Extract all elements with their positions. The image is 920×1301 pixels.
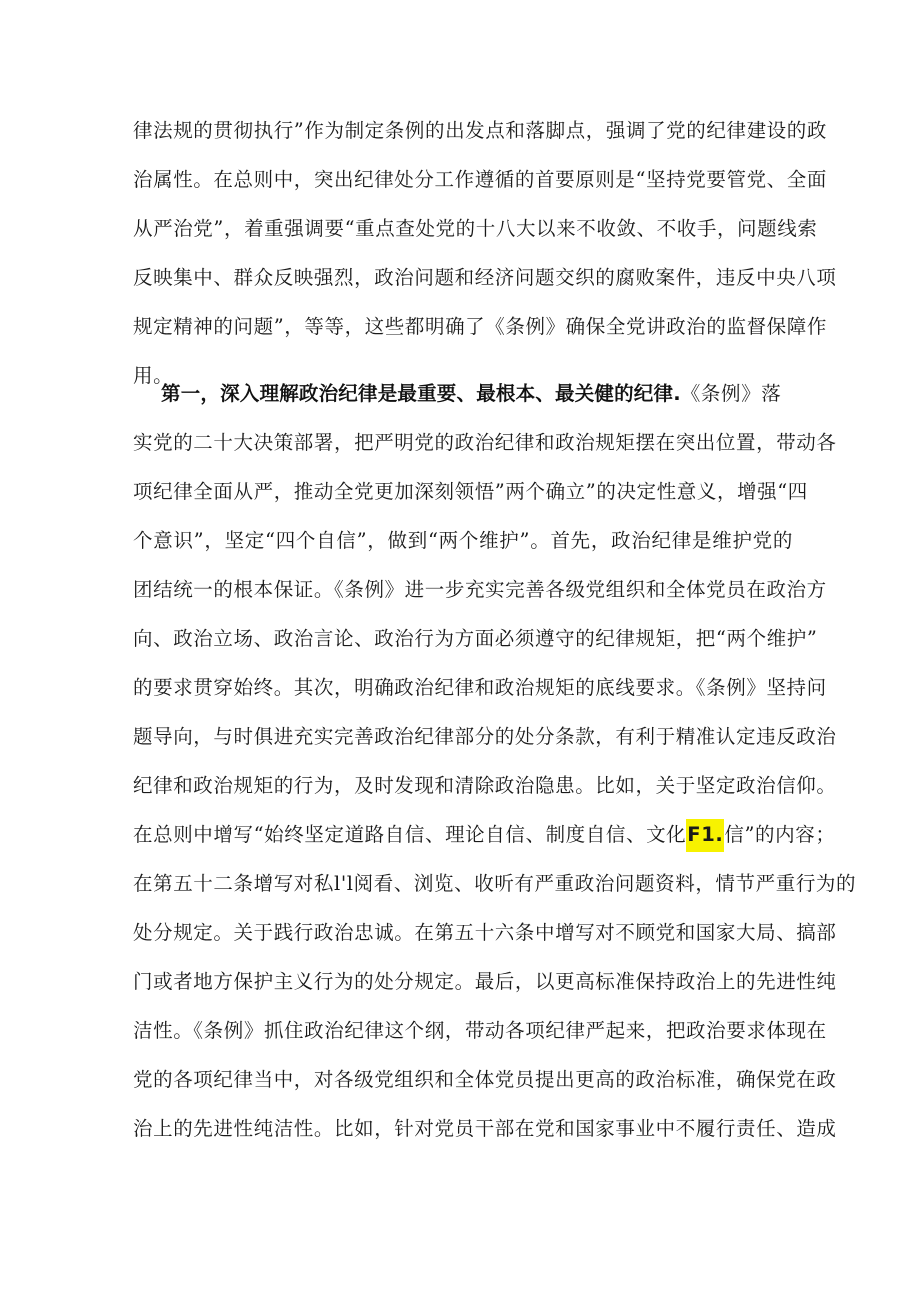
text-line: 题导向，与时俱进充实完善政治纪律部分的处分条款，有利于精准认定违反政治 xyxy=(133,725,837,748)
text-line: 个意识”，坚定“四个自信”，做到“两个维护”。首先，政治纪律是维护党的 xyxy=(133,529,793,552)
paragraph-lead-heading: 第一，深入理解政治纪律是最重要、最根本、最关健的纪律. xyxy=(161,382,681,405)
text-line: 律法规的贯彻执行”作为制定条例的出发点和落脚点，强调了党的纪律建设的政 xyxy=(133,119,827,142)
text-line: 反映集中、群众反映强烈，政治问题和经济问题交织的腐败案件，违反中央八项 xyxy=(133,266,837,289)
line-text-after: 信”的内容； xyxy=(724,823,836,846)
text-line: 的要求贯穿始终。其次，明确政治纪律和政治规矩的底线要求。《条例》坚持问 xyxy=(133,676,827,699)
text-line: 纪律和政治规矩的行为，及时发现和清除政治隐患。比如，关于坚定政治信仰。 xyxy=(133,774,837,797)
first-line xyxy=(161,374,781,414)
text-line: 治属性。在总则中，突出纪律处分工作遵循的首要原则是“坚持党要管党、全面 xyxy=(133,168,827,191)
text-line: 处分规定。关于践行政治忠诚。在第五十六条中增写对不顾党和国家大局、搞部 xyxy=(133,921,837,944)
text-line: 从严治党”，着重强调要“重点查处党的十八大以来不收敛、不收手，问题线索 xyxy=(133,217,818,240)
text-line: 治上的先进性纯洁性。比如，针对党员干部在党和国家事业中不履行责任、造成 xyxy=(133,1117,837,1140)
line-text-before: 在总则中增写“始终坚定道路自信、理论自信、制度自信、文化 xyxy=(133,823,687,846)
text-line: 党的各项纪律当中，对各级党组织和全体党员提出更高的政治标准，确保党在政 xyxy=(133,1068,837,1091)
text-line: 门或者地方保护主义行为的处分规定。最后，以更高标准保持政治上的先进性纯 xyxy=(133,970,837,993)
text-line: 团结统一的根本保证。《条例》进一步充实完善各级党组织和全体党员在政治方 xyxy=(133,578,827,601)
first-line-rest: 《条例》落 xyxy=(680,382,782,405)
text-line: 向、政治立场、政治言论、政治行为方面必须遵守的纪律规矩，把“两个维护” xyxy=(133,627,818,650)
highlighted-text-line xyxy=(133,815,835,855)
text-line: 洁性。《条例》抓住政治纪律这个纲，带动各项纪律严起来，把政治要求体现在 xyxy=(133,1019,827,1042)
text-line: 在第五十二条增写对私l'l阅看、浏览、收听有严重政治问题资料，情节严重行为的 xyxy=(133,872,857,895)
text-line: 实党的二十大决策部署，把严明党的政治纪律和政治规矩摆在突出位置，带动各 xyxy=(133,431,837,454)
text-line: 用。 xyxy=(133,364,174,387)
highlighted-text: F1. xyxy=(686,819,724,852)
text-line: 规定精神的问题”，等等，这些都明确了《条例》确保全党讲政治的监督保障作 xyxy=(133,315,827,338)
text-line: 项纪律全面从严，推动全党更加深刻领悟”两个确立”的决定性意义，增强“四 xyxy=(133,480,808,503)
